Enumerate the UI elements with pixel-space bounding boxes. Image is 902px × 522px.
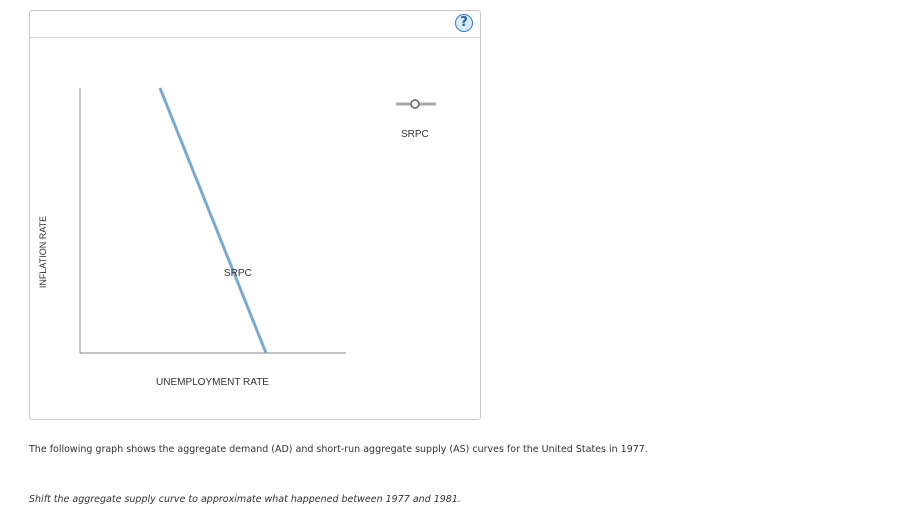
question-text: The following graph shows the aggregate demand (AD) and short-run aggregate supply (AS) curves for the United States in 1977. [29, 444, 648, 455]
line-drag-tool-icon[interactable] [394, 97, 438, 111]
srpc-curve-label: SRPC [224, 268, 252, 279]
help-button[interactable]: ? [455, 14, 473, 32]
graph-panel [29, 10, 481, 420]
instruction-text: Shift the aggregate supply curve to approximate what happened between 1977 and 1981. [29, 494, 461, 505]
y-axis-label-text: INFLATION RATE [38, 215, 48, 289]
srpc-curve[interactable] [160, 88, 266, 353]
chart-area[interactable] [30, 11, 480, 419]
x-axis-label: UNEMPLOYMENT RATE [156, 377, 269, 388]
legend-label: SRPC [401, 129, 429, 140]
